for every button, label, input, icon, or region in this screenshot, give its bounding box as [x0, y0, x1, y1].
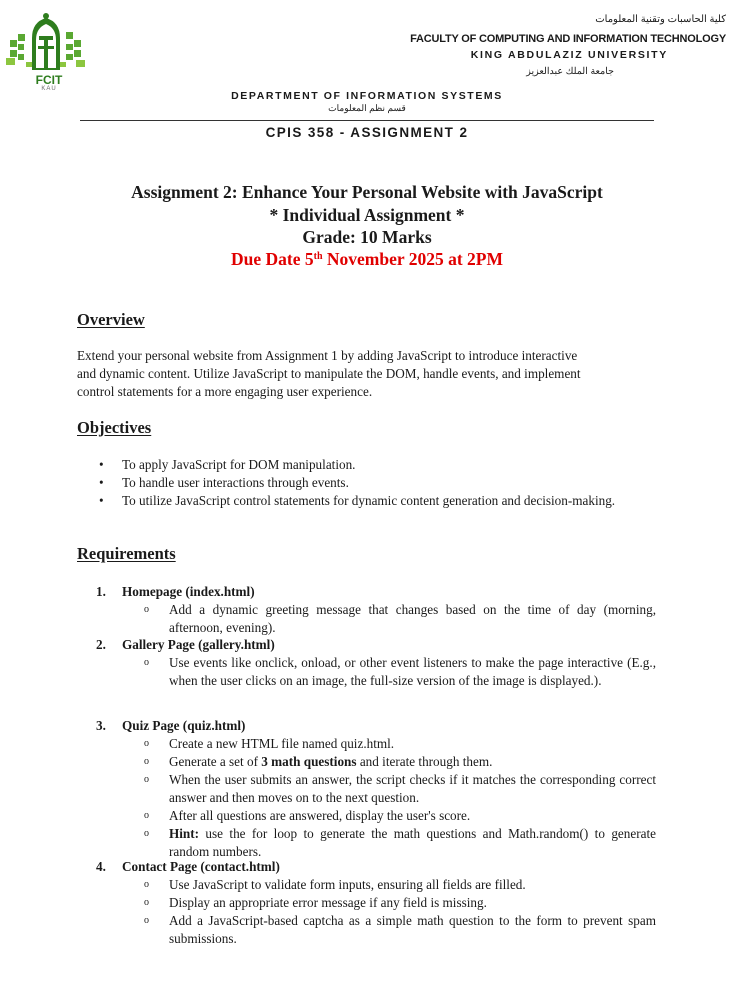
- assignment-title: Assignment 2: Enhance Your Personal Website with JavaScript: [131, 182, 603, 202]
- department-name: DEPARTMENT OF INFORMATION SYSTEMS: [231, 90, 503, 102]
- list-item: • To apply JavaScript for DOM manipulation.: [99, 457, 356, 472]
- list-item: o When the user submits an answer, the script checks if it matches the corresponding correct answer and then moves on to the next question.: [144, 772, 656, 805]
- list-item: o Hint: use the for loop to generate the math questions and Math.random() to generate random numbers.: [144, 826, 656, 859]
- objectives-list: [96, 456, 656, 510]
- list-item: o Display an appropriate error message if any field is missing.: [144, 895, 487, 910]
- assignment-type: * Individual Assignment *: [269, 205, 465, 225]
- logo-text: FCIT: [35, 73, 63, 87]
- list-item: o After all questions are answered, display the user's score.: [144, 808, 471, 823]
- requirement-gallery: [96, 636, 656, 690]
- assignment-grade: Grade: 10 Marks: [302, 227, 432, 247]
- requirement-quiz: [96, 717, 656, 861]
- list-item: o Add a JavaScript-based captcha as a simple math question to the form to prevent spam submissions.: [144, 913, 656, 946]
- arabic-college-name: كلية الحاسبات وتقنية المعلومات: [595, 14, 726, 25]
- course-title: CPIS 358 - ASSIGNMENT 2: [265, 125, 469, 140]
- list-item: o Use events like onclick, onload, or other event listeners to make the page interactive (E.g., when the user clicks on an image, the full-size version of the image is displayed.).: [144, 655, 656, 688]
- list-item: • To utilize JavaScript control statements for dynamic content generation and decision-making.: [99, 493, 616, 508]
- list-item: o Use JavaScript to validate form inputs, ensuring all fields are filled.: [144, 877, 526, 892]
- header-divider: [80, 120, 654, 121]
- requirement-contact: [96, 858, 656, 948]
- objectives-heading: Objectives: [77, 418, 152, 437]
- list-item: • To handle user interactions through events.: [99, 475, 349, 490]
- requirement-title: 4. Contact Page (contact.html): [96, 859, 280, 874]
- requirement-title: 1. Homepage (index.html): [96, 584, 255, 599]
- university-name: KING ABDULAZIZ UNIVERSITY: [470, 49, 668, 61]
- requirement-title: 3. Quiz Page (quiz.html): [96, 718, 246, 733]
- due-date: Due Date 5th November 2025 at 2PM: [231, 249, 503, 269]
- overview-heading: Overview: [77, 310, 145, 329]
- arabic-department-name: قسم نظم المعلومات: [328, 103, 406, 113]
- faculty-name: FACULTY OF COMPUTING AND INFORMATION TECHNOLOGY: [410, 33, 726, 45]
- list-item: o Generate a set of 3 math questions and iterate through them.: [144, 754, 493, 769]
- requirements-heading: Requirements: [77, 544, 176, 563]
- list-item: o Create a new HTML file named quiz.html.: [144, 736, 395, 751]
- list-item: o Add a dynamic greeting message that changes based on the time of day (morning, afternoon, evening).: [144, 602, 656, 635]
- logo-subtext: KAU: [41, 86, 57, 92]
- requirement-title: 2. Gallery Page (gallery.html): [96, 637, 275, 652]
- overview-paragraph: Extend your personal website from Assignment 1 by adding JavaScript to introduce interactive and dynamic content. Utilize JavaScript to manipulate the DOM, handle events, and implement control statements for a more engaging user experience.: [77, 348, 581, 399]
- arabic-university-name: جامعة الملك عبدالعزيز: [526, 66, 614, 77]
- requirement-homepage: [96, 583, 656, 637]
